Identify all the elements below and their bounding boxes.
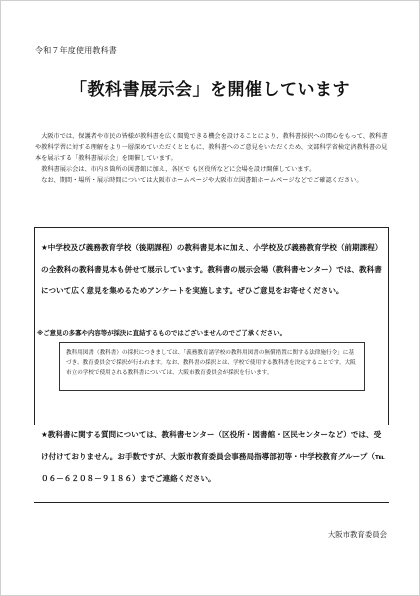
intro-text [35,131,389,186]
divider [34,502,389,503]
intro-paragraph: 教科書展示会は、市内８箇所の図書館に加え、各区で も区役所などに会場を設け開催しています。 [41,166,316,173]
notice-contact: ★教科書に関する質問については、教科書センター（区役所・図書館・区民センターなど）では、受け付けておりません。お手数ですが、大阪市教育委員会事務局指導部初等・中学校教育グループ（℡０６－６２０８－９１８６）までご連絡ください。 [41,430,385,483]
notice-exhibit-info: ★中学校及び義務教育学校（後期課程）の教科書見本に加え、小学校及び義務教育学校（前期課程）の全教科の教科書見本も併せて展示しています。教科書の展示会場（教科書センター）では、教科書について広く意見を集めるためアンケートを実施します。ぜひご意見をお寄せください。 [41,243,383,296]
header-label: 令和７年度使用教科書 [35,46,117,55]
intro-paragraph: 大阪市では、保護者や市民の皆様が教科書を広く閲覧できる機会を設けることにより、教科書採択への関心をもって、教科書や教科学習に対する理解をより一層深めていただくとともに、教科書へのご意見をいただくため、文部科学省検定済教科書の見本を展示する「教科書展示会」を開催しています。 [35,133,388,162]
footnote: ※ご意見の多寡や内容等が採決に直結するものではございませんのでご了承ください。 [37,329,287,337]
page-title: 「教科書展示会」を開催しています [70,80,350,100]
intro-paragraph: なお、期間・場所・展示時間については大阪市ホームページや大阪市立図書館ホームページなどでご確認ください。 [41,177,363,184]
textbook-adoption-note: 教科用図書（教科書）の採択につきましては、「義務教育諸学校の教科用図書の無償措置に関する法律施行令」に基づき、教育委員会で採択が行われます。なお、教科書の採択とは、学校で使用する教科書を決定することです。大阪市立の学校で使用される教科書については、大阪市教育委員会が採択を行います。 [59,342,365,391]
signature: 大阪市教育委員会 [327,530,387,539]
